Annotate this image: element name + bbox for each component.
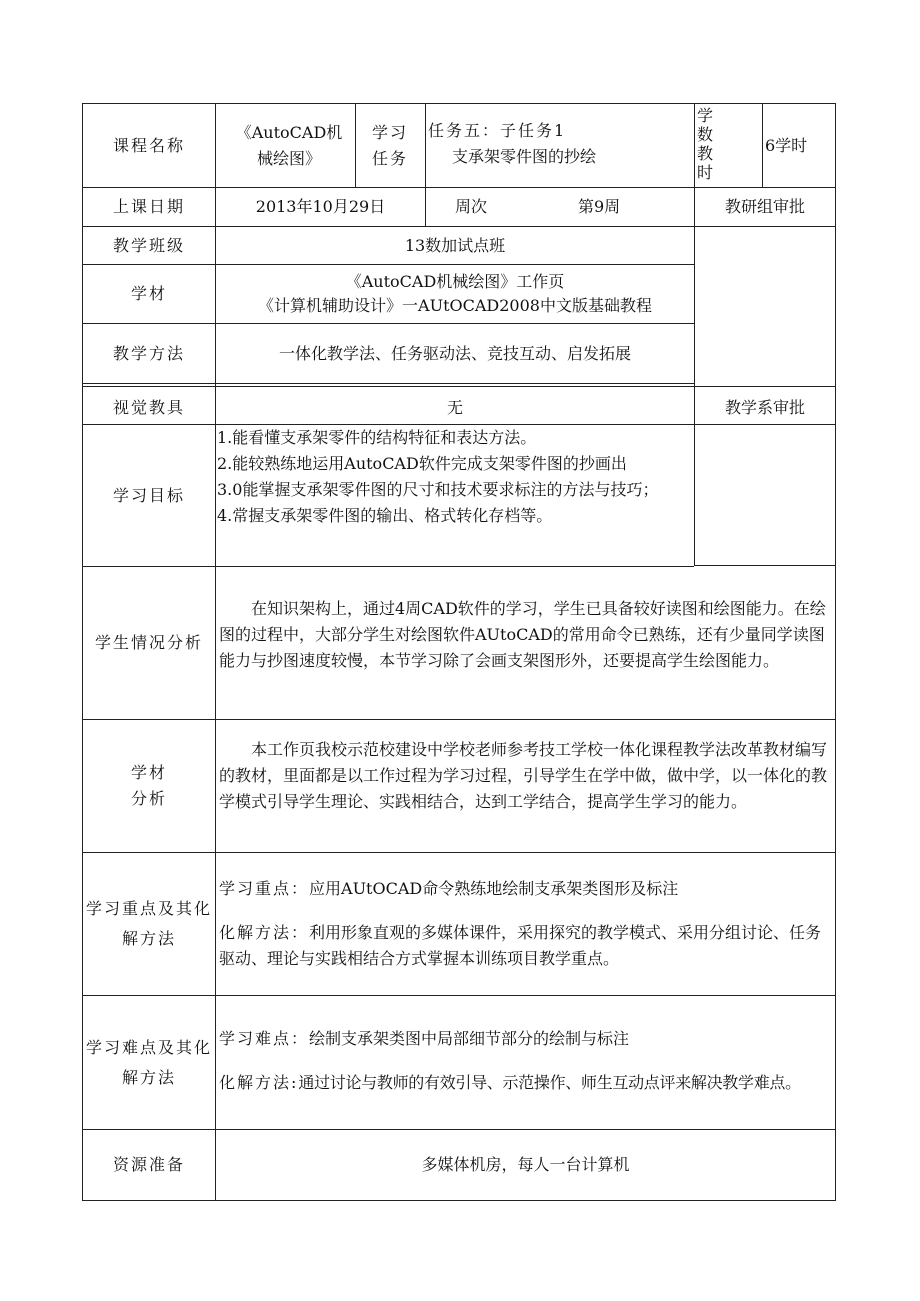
course-name-value [226, 104, 352, 187]
grid-line [82, 1200, 836, 1201]
class-label-text: 教学班级 [112, 235, 185, 255]
week-label [455, 194, 515, 222]
date-label-text: 上课日期 [112, 197, 185, 216]
hours-value [765, 133, 835, 161]
hours-value-text: 6学时 [765, 136, 808, 155]
course-name-label [83, 104, 215, 187]
key-point-label: 学习重点： [219, 879, 310, 898]
grid-line [762, 103, 763, 188]
hours-label-text: 学数教时 [697, 106, 714, 182]
resources-value [216, 1130, 835, 1200]
material-analysis-label-line: 分析 [130, 789, 167, 808]
key-point-text: 应用AUtOCAD命令熟练地绘制支承架类图形及标注 [309, 879, 679, 898]
week-value [578, 194, 658, 222]
methods-label-text: 教学方法 [112, 343, 185, 363]
difficulty-label: 学习难点： [219, 1029, 310, 1048]
course-name-text: 《AutoCAD机械绘图》 [235, 122, 343, 168]
difficulties-content [219, 1026, 833, 1126]
key-points-label [86, 853, 212, 995]
grid-line [82, 383, 694, 384]
objectives-label [83, 425, 215, 566]
student-analysis-paragraph: 在知识架构上，通过4周CAD软件的学习，学生已具备较好读图和绘图能力。在绘图的过程中，大部分学生对绘图软件AUtoCAD的常用命令已熟练，还有少量同学读图能力与抄图速度较慢，本节学习除了会画支架图形外，还要提高学生绘图能力。 [219, 599, 826, 670]
date-value-text: 2013年10月29日 [255, 197, 386, 216]
materials-value [216, 265, 694, 323]
grid-line [425, 103, 426, 227]
materials-label-text: 学材 [130, 284, 167, 303]
materials-line: 《计算机辅助设计》一AUtOCAD2008中文版基础教程 [258, 296, 652, 315]
objective-item: 1.能看懂支承架零件的结构特征和表达方法。 [217, 428, 537, 447]
approval-group-label [695, 188, 835, 226]
visual-aids-label-text: 视觉教具 [112, 397, 185, 417]
difficulty-method-text: 通过讨论与教师的有效引导、示范操作、师生互动点评来解决教学难点。 [298, 1073, 801, 1092]
difficulties-label-text: 学习难点及其化解方法 [86, 1037, 213, 1087]
course-name-label-text: 课程名称 [112, 135, 185, 155]
class-value [216, 227, 694, 264]
objectives-list [217, 425, 693, 535]
objective-item: 3.0能掌握支承架零件图的尺寸和技术要求标注的方法与技巧； [217, 480, 659, 499]
visual-aids-value-text: 无 [446, 397, 463, 417]
objective-item: 2.能较熟练地运用AutoCAD软件完成支架零件图的抄画出 [217, 454, 627, 473]
grid-line [82, 386, 836, 387]
grid-line [355, 103, 356, 188]
approval-dept-text: 教学系审批 [724, 397, 805, 417]
key-method-label: 化解方法： [219, 923, 310, 942]
week-label-text: 周次 [455, 197, 488, 216]
resources-label-text: 资源准备 [112, 1155, 185, 1174]
key-method-text: 利用形象直观的多媒体课件，采用探究的教学模式、采用分组讨论、任务驱动、理论与实践相结合方式掌握本训练项目教学重点。 [219, 923, 822, 968]
difficulty-method-label: 化解方法: [219, 1073, 299, 1092]
grid-line [835, 103, 836, 1201]
methods-value-text: 一体化教学法、任务驱动法、竞技互动、启发拓展 [278, 343, 631, 363]
key-points-content [219, 876, 833, 986]
task-label-text: 学习任务 [371, 122, 408, 168]
material-analysis-label [83, 720, 215, 852]
task-subtitle: 支承架零件图的抄绘 [452, 147, 597, 166]
class-value-text: 13数加试点班 [404, 235, 506, 255]
methods-label [83, 324, 215, 383]
difficulty-text: 绘制支承架类图中局部细节部分的绘制与标注 [309, 1029, 630, 1048]
visual-aids-value [216, 391, 694, 424]
approval-group-text: 教研组审批 [724, 197, 805, 216]
material-analysis-paragraph: 本工作页我校示范校建设中学校老师参考技工学校一体化课程教学法改革教材编写的教材，里面都是以工作过程为学习过程，引导学生在学中做，做中学，以一体化的教学模式引导学生理论、实践相结合，达到工学结合，提高学生学习的能力。 [219, 740, 828, 811]
materials-label [83, 265, 215, 323]
task-label [364, 104, 416, 187]
date-value [216, 188, 425, 226]
student-analysis-label [83, 567, 215, 719]
grid-line [694, 565, 836, 566]
hours-label [697, 106, 727, 186]
resources-label [83, 1130, 215, 1200]
date-label [83, 188, 215, 226]
week-value-text: 第9周 [578, 197, 621, 216]
objective-item: 4.常握支承架零件图的输出、格式转化存档等。 [217, 506, 553, 525]
task-value [428, 118, 692, 182]
materials-line: 《AutoCAD机械绘图》工作页 [345, 272, 565, 291]
grid-line [694, 103, 695, 566]
resources-value-text: 多媒体机房，每人一台计算机 [421, 1155, 630, 1174]
difficulties-label [86, 996, 212, 1129]
student-analysis-label-text: 学生情况分析 [94, 633, 203, 652]
material-analysis-text [219, 737, 833, 847]
methods-value [216, 324, 694, 383]
task-title: 任务五：子任务1 [428, 121, 567, 140]
visual-aids-label [83, 391, 215, 424]
class-label [83, 227, 215, 264]
student-analysis-text [219, 596, 833, 706]
key-points-label-text: 学习重点及其化解方法 [86, 899, 213, 948]
approval-dept-label [695, 391, 835, 424]
material-analysis-label-line: 学材 [130, 763, 167, 782]
objectives-label-text: 学习目标 [112, 485, 185, 505]
